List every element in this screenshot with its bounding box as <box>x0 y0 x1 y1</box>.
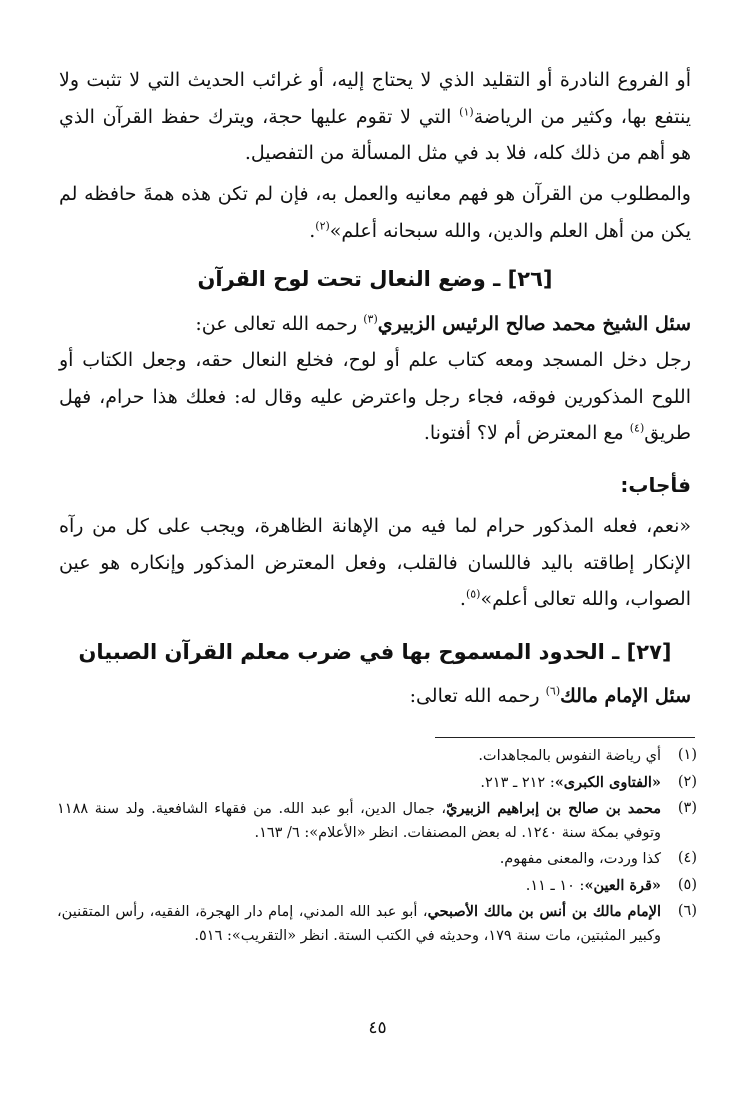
footnotes-list <box>57 744 697 948</box>
footnote-number: (٣) <box>677 800 697 816</box>
footnote-5: (٥) «قرة العين»: ١٠ ـ ١١. <box>57 874 697 899</box>
footnote-6: (٦) الإمام مالك بن أنس بن مالك الأصبحي، أبو عبد الله المدني، إمام دار الهجرة، الفقيه، رأس المتقنين، وكبير المثبتين، مات سنة ١٧٩، وحديثه في الكتب الستة. انظر «التقريب»: ٥١٦. <box>57 900 697 948</box>
section-26-question: رجل دخل المسجد ومعه كتاب علم أو لوح، فخلع النعال حقه، وجعل الكتاب أو اللوح المذكورين فوقه، فجاء رجل واعترض عليه وقال له: فعلك هذا حرام، فهل طريق$^{(٤)}$ مع المعترض أم لا؟ أفتونا. <box>59 349 691 444</box>
footnote-ref-3[interactable]: (٣) <box>363 312 378 326</box>
footnote-2: (٢) «الفتاوى الكبرى»: ٢١٢ ـ ٢١٣. <box>57 771 697 796</box>
person-name: الإمام مالك بن أنس بن مالك الأصبحي <box>427 903 662 920</box>
footnote-number: (٥) <box>677 876 697 893</box>
section-26-intro: سئل الشيخ محمد صالح الرئيس الزبيري$^{(٣)}$ رحمه الله تعالى عن: <box>195 312 691 335</box>
questioner-name: سئل الشيخ محمد صالح الرئيس الزبيري <box>377 313 691 335</box>
footnote-ref-4[interactable]: (٤) <box>629 421 645 435</box>
paragraph-1: أو الفروع النادرة أو التقليد الذي لا يحتاج إليه، أو غرائب الحديث التي لا تثبت ولا ينتفع بها، وكثير من الرياضة$^{(١)}$ التي لا تقوم عليها حجة، ويترك حفظ القرآن الذي هو أهم من ذلك كله، فلا بد في مثل المسألة من التفصيل. <box>59 69 691 164</box>
footnote-ref-2[interactable]: (٢) <box>315 219 330 233</box>
footnote-4: (٤) كذا وردت، والمعنى مفهوم. <box>57 847 697 872</box>
answer-title: فأجاب: <box>620 473 691 497</box>
footnote-ref-5[interactable]: (٥) <box>465 587 481 601</box>
person-name: محمد بن صالح بن إبراهيم الزبيريّ <box>446 800 661 817</box>
section-26-heading: [٢٦] ـ وضع النعال تحت لوح القرآن <box>197 267 553 291</box>
section-27-heading: [٢٧] ـ الحدود المسموح بها في ضرب معلم القرآن الصبيان <box>78 640 672 664</box>
footnote-1: (١) أي رياضة النفوس بالمجاهدات. <box>57 744 697 769</box>
paragraph-2: والمطلوب من القرآن هو فهم معانيه والعمل به، فإن لم تكن هذه همةَ حافظه لم يكن من أهل العلم والدين، والله سبحانه أعلم»$^{(٢)}$. <box>59 183 691 242</box>
footnote-ref-6[interactable]: (٦) <box>545 684 561 698</box>
footnote-number: (٦) <box>677 903 697 919</box>
footnote-number: (١) <box>677 747 697 763</box>
section-26-answer: «نعم، فعله المذكور حرام لما فيه من الإهانة الظاهرة، ويجب على كل من رآه الإنكار إطاقته باليد فاللسان فالقلب، وفعل المعترض المذكور وإنكاره هو عين الصواب، والله تعالى أعلم»$^{(٥)}$. <box>59 515 691 610</box>
section-27-intro: سئل الإمام مالك$^{(٦)}$ رحمه الله تعالى: <box>409 684 691 707</box>
source-title: «قرة العين» <box>584 876 661 894</box>
footnote-number: (٢) <box>677 773 697 790</box>
footnote-number: (٤) <box>677 850 697 866</box>
page-number: ٤٥ <box>368 1018 387 1038</box>
footnote-divider <box>435 737 695 738</box>
questioner-name: سئل الإمام مالك <box>560 685 691 707</box>
footnote-3: (٣) محمد بن صالح بن إبراهيم الزبيريّ، جمال الدين، أبو عبد الله. من فقهاء الشافعية. ولد سنة ١١٨٨ وتوفي بمكة سنة ١٢٤٠. له بعض المصنفات. انظر «الأعلام»: ٦/ ١٦٣. <box>57 797 697 845</box>
footnote-ref-1[interactable]: (١) <box>459 105 474 119</box>
source-title: «الفتاوى الكبرى» <box>554 773 661 791</box>
